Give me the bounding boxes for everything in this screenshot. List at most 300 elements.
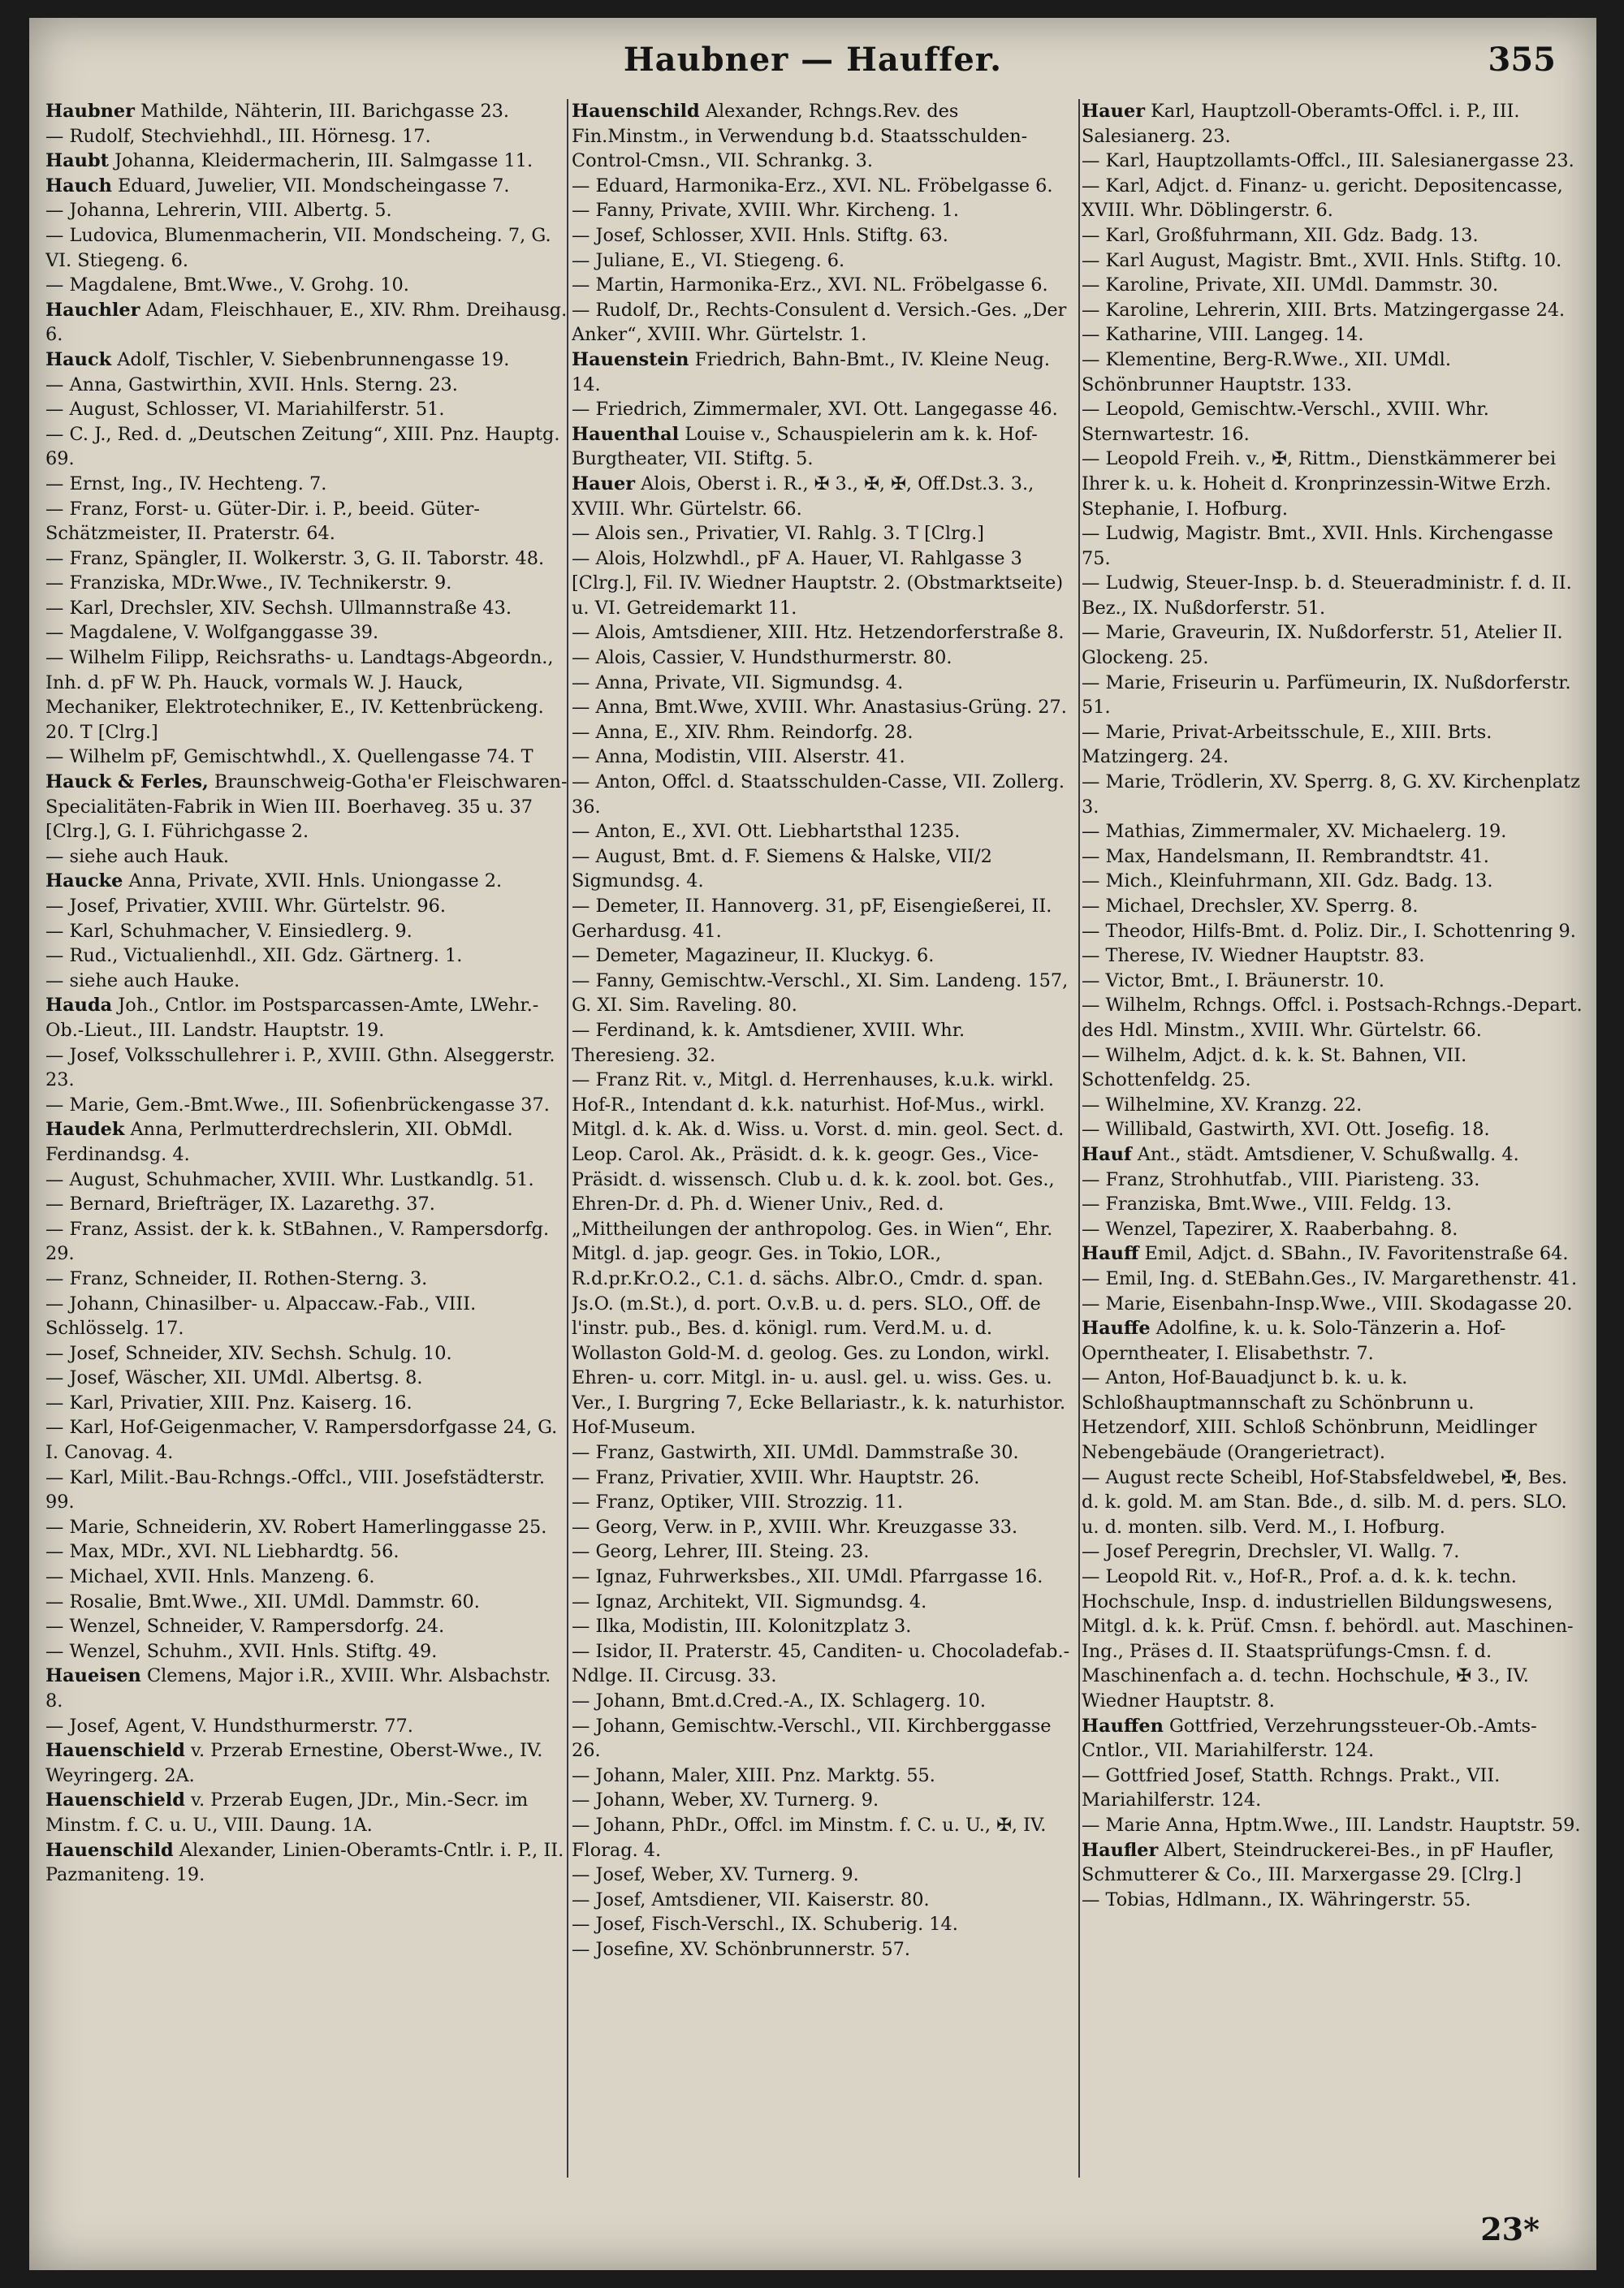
directory-entry: [1082, 1292, 1585, 1317]
entry-text: — Rudolf, Dr., Rechts-Consulent d. Versich.-Ges. „Der Anker“, XVIII. Whr. Gürtelstr. 1.: [572, 299, 1067, 346]
directory-entry: [45, 1614, 568, 1639]
entry-text: Joh., Cntlor. im Postsparcassen-Amte, LWehr.-Ob.-Lieut., III. Landstr. Hauptstr. 19.: [45, 995, 539, 1041]
entry-text: — Wilhelm, Rchngs. Offcl. i. Postsach-Rchngs.-Depart. des Hdl. Minstm., XVIII. Whr. Gürtelstr. 66.: [1082, 995, 1583, 1041]
entry-text: — Wilhelm, Adjct. d. k. k. St. Bahnen, VII. Schottenfeldg. 25.: [1082, 1044, 1467, 1091]
directory-entry: [572, 1466, 1077, 1491]
entry-text: Eduard, Juwelier, VII. Mondscheingasse 7.: [117, 175, 510, 196]
directory-entry: [572, 1714, 1077, 1763]
page-number: 355: [1488, 41, 1556, 79]
entry-surname: Hauenschild: [572, 101, 700, 122]
column-1: [45, 99, 568, 2194]
entry-text: — Michael, Drechsler, XV. Sperrg. 8.: [1082, 896, 1419, 917]
entry-text: — Alois sen., Privatier, VI. Rahlg. 3. T [Clrg.]: [572, 523, 984, 545]
entry-text: Adam, Fleischhauer, E., XIV. Rhm. Dreihausg. 6.: [45, 299, 568, 346]
directory-entry: [572, 1565, 1077, 1590]
entry-text: — Ilka, Modistin, III. Kolonitzplatz 3.: [572, 1616, 912, 1638]
entry-text: Adolf, Tischler, V. Siebenbrunnengasse 19.: [117, 348, 510, 370]
directory-entry: [45, 497, 568, 546]
entry-text: — Wenzel, Schuhm., XVII. Hnls. Stiftg. 49.: [45, 1640, 438, 1662]
directory-entry: [45, 397, 568, 422]
directory-entry: [45, 149, 568, 174]
directory-entry: [45, 571, 568, 596]
directory-entry: [572, 819, 1077, 844]
entry-surname: Hauenstein: [572, 348, 689, 370]
entry-surname: Hauck: [45, 348, 112, 370]
directory-entry: [572, 546, 1077, 621]
directory-entry: [45, 373, 568, 398]
directory-entry: [45, 1168, 568, 1193]
directory-entry: [1082, 174, 1585, 223]
entry-surname: Hauf: [1082, 1143, 1132, 1165]
directory-entry: [45, 1093, 568, 1118]
entry-text: — Karoline, Private, XII. UMdl. Dammstr. 30.: [1082, 274, 1499, 296]
entry-text: Anna, Private, XVII. Hnls. Uniongasse 2.: [128, 870, 503, 892]
entry-text: — siehe auch Hauk.: [45, 845, 230, 867]
directory-entry: [572, 645, 1077, 671]
entry-surname: Hauffen: [1082, 1715, 1164, 1737]
entry-text: — Magdalene, V. Wolfganggasse 39.: [45, 622, 379, 644]
entry-text: — Johann, Maler, XIII. Pnz. Marktg. 55.: [572, 1764, 935, 1786]
entry-surname: Haubner: [45, 101, 135, 122]
directory-entry: [572, 1689, 1077, 1714]
entry-text: Karl, Hauptzoll-Oberamts-Offcl. i. P., III. Salesianerg. 23.: [1082, 101, 1520, 147]
directory-entry: [1082, 969, 1585, 994]
entry-text: — Anna, Modistin, VIII. Alserstr. 41.: [572, 746, 905, 768]
directory-entry: [45, 969, 568, 994]
entry-text: — Wilhelm pF, Gemischtwhdl., X. Quellengasse 74. T: [45, 746, 533, 768]
entry-surname: Hauenschield: [45, 1789, 185, 1811]
entry-text: — Rud., Victualienhdl., XII. Gdz. Gärtnerg. 1.: [45, 945, 463, 967]
entry-text: — Josefine, XV. Schönbrunnerstr. 57.: [572, 1938, 911, 1960]
entry-text: — Leopold Rit. v., Hof-R., Prof. a. d. k. k. techn. Hochschule, Insp. d. industriellen Bildungswesens, Mitgl. d. k. k. Prüf. Cmsn. f. behördl. aut. Maschinen-Ing., Präses d. II. Staatsprüfungs-Cmsn. f. d. Maschinenfach a. d. techn. Hochschule, ✠ 3., IV. Wiedner Hauptstr. 8.: [1082, 1566, 1574, 1712]
entry-text: — Mich., Kleinfuhrmann, XII. Gdz. Badg. 13.: [1082, 870, 1493, 892]
directory-entry: [45, 894, 568, 919]
entry-surname: Hauffe: [1082, 1318, 1151, 1340]
entry-text: — Ignaz, Fuhrwerksbes., XII. UMdl. Pfarrgasse 16.: [572, 1566, 1043, 1588]
entry-text: — Marie, Gem.-Bmt.Wwe., III. Sofienbrückengasse 37.: [45, 1094, 550, 1116]
directory-entry: [572, 720, 1077, 745]
directory-entry: [45, 198, 568, 223]
directory-entry: [1082, 1217, 1585, 1242]
entry-text: — Johann, Gemischtw.-Verschl., VII. Kirchberggasse 26.: [572, 1715, 1052, 1762]
directory-entry: [45, 919, 568, 944]
entry-text: — Marie Anna, Hptm.Wwe., III. Landstr. Hauptstr. 59.: [1082, 1814, 1581, 1836]
entry-text: — Demeter, Magazineur, II. Kluckyg. 6.: [572, 945, 935, 967]
entry-surname: Haueisen: [45, 1665, 141, 1687]
entry-text: — Ludovica, Blumenmacherin, VII. Mondscheing. 7, G. VI. Stiegeng. 6.: [45, 224, 551, 271]
directory-entry: [45, 1539, 568, 1565]
directory-entry: [45, 1515, 568, 1540]
directory-entry: [45, 620, 568, 645]
entry-text: — Johann, Bmt.d.Cred.-A., IX. Schlagerg. 10.: [572, 1690, 986, 1712]
directory-entry: [1082, 1043, 1585, 1093]
directory-entry: [1082, 770, 1585, 819]
directory-entry: [1082, 1466, 1585, 1540]
entry-text: — Friedrich, Zimmermaler, XVI. Ott. Langegasse 46.: [572, 399, 1058, 421]
directory-entry: [45, 1341, 568, 1366]
directory-entry: [572, 1788, 1077, 1813]
directory-entry: [572, 844, 1077, 894]
entry-text: — Anna, Private, VII. Sigmundsg. 4.: [572, 671, 904, 693]
entry-text: — Therese, IV. Wiedner Hauptstr. 83.: [1082, 945, 1425, 967]
entry-surname: Hauck & Ferles,: [45, 771, 209, 793]
entry-surname: Hauenthal: [572, 423, 680, 445]
entry-text: — Josef, Volksschullehrer i. P., XVIII. Gthn. Alseggerstr. 23.: [45, 1044, 555, 1091]
directory-entry: [1082, 1366, 1585, 1465]
entry-surname: Haucke: [45, 870, 123, 892]
directory-entry: [45, 1738, 568, 1788]
directory-entry: [572, 298, 1077, 348]
entry-text: — Franz, Privatier, XVIII. Whr. Hauptstr. 26.: [572, 1466, 980, 1488]
directory-entry: [45, 1466, 568, 1515]
entry-text: — Josef, Schneider, XIV. Sechsh. Schulg. 10.: [45, 1342, 452, 1364]
entry-text: — Karl, Hauptzollamts-Offcl., III. Salesianergasse 23.: [1082, 150, 1574, 172]
directory-entry: [1082, 223, 1585, 248]
entry-text: — Anna, Gastwirthin, XVII. Hnls. Sterng. 23.: [45, 373, 458, 395]
entry-text: Alexander, Linien-Oberamts-Cntlr. i. P., II. Pazmaniteng. 19.: [45, 1839, 564, 1886]
entry-text: Ant., städt. Amtsdiener, V. Schußwallg. 4.: [1137, 1143, 1519, 1165]
entry-surname: Haufler: [1082, 1839, 1159, 1861]
entry-surname: Hauda: [45, 995, 113, 1017]
entry-text: — Marie, Trödlerin, XV. Sperrg. 8, G. XV. Kirchenplatz 3.: [1082, 771, 1580, 818]
directory-entry: [1082, 1093, 1585, 1118]
directory-entry: [572, 198, 1077, 223]
directory-entry: [45, 1217, 568, 1267]
entry-text: — Anton, Hof-Bauadjunct b. k. u. k. Schloßhauptmannschaft zu Schönbrunn u. Hetzendorf, XIII. Schloß Schönbrunn, Meidlinger Nebengebäude (Orangerietract).: [1082, 1367, 1537, 1464]
directory-entry: [572, 1863, 1077, 1888]
entry-text: — Demeter, II. Hannoverg. 31, pF, Eisengießerei, II. Gerhardusg. 41.: [572, 896, 1052, 942]
entry-text: Emil, Adjct. d. SBahn., IV. Favoritenstraße 64.: [1144, 1243, 1569, 1265]
entry-text: — Wenzel, Schneider, V. Rampersdorfg. 24.: [45, 1616, 445, 1638]
directory-entry: [45, 174, 568, 199]
directory-entry: [572, 969, 1077, 1018]
entry-text: — Theodor, Hilfs-Bmt. d. Poliz. Dir., I. Schottenring 9.: [1082, 920, 1576, 942]
directory-entry: [572, 894, 1077, 943]
column-3: [1082, 99, 1585, 2194]
directory-entry: [572, 422, 1077, 472]
entry-text: — Ferdinand, k. k. Amtsdiener, XVIII. Whr. Theresieng. 32.: [572, 1019, 965, 1066]
entry-text: — Klementine, Berg-R.Wwe., XII. UMdl. Schönbrunner Hauptstr. 133.: [1082, 348, 1451, 395]
entry-text: — Franziska, MDr.Wwe., IV. Technikerstr. 9.: [45, 572, 452, 594]
entry-text: — Josef, Fisch-Verschl., IX. Schuberig. 14.: [572, 1914, 958, 1936]
entry-text: — Max, Handelsmann, II. Rembrandtstr. 41.: [1082, 845, 1489, 867]
column-divider: [1078, 99, 1080, 2178]
entry-text: — Anna, E., XIV. Rhm. Reindorfg. 28.: [572, 721, 914, 743]
directory-entry: [45, 993, 568, 1043]
entry-text: — Martin, Harmonika-Erz., XVI. NL. Fröbelgasse 6.: [572, 274, 1048, 296]
entry-text: — Josef, Amtsdiener, VII. Kaiserstr. 80.: [572, 1889, 930, 1910]
entry-text: — Marie, Friseurin u. Parfümeurin, IX. Nußdorferstr. 51.: [1082, 671, 1571, 719]
entry-text: — Alois, Amtsdiener, XIII. Htz. Hetzendorferstraße 8.: [572, 622, 1065, 644]
entry-text: — Anna, Bmt.Wwe, XVIII. Whr. Anastasius-Grüng. 27.: [572, 697, 1067, 719]
entry-surname: Hauenschild: [45, 1839, 174, 1861]
entry-text: — Karl, Milit.-Bau-Rchngs.-Offcl., VIII. Josefstädterstr. 99.: [45, 1466, 546, 1513]
entry-text: — Katharine, VIII. Langeg. 14.: [1082, 324, 1364, 346]
entry-text: Louise v., Schauspielerin am k. k. Hof-Burgtheater, VII. Stiftg. 5.: [572, 423, 1038, 470]
directory-entry: [572, 745, 1077, 770]
entry-text: — Johann, Weber, XV. Turnerg. 9.: [572, 1789, 879, 1811]
entry-text: Johanna, Kleidermacherin, III. Salmgasse 11.: [114, 150, 533, 172]
entry-text: — Karl, Schuhmacher, V. Einsiedlerg. 9.: [45, 920, 412, 942]
directory-entry: [45, 844, 568, 870]
directory-entry: [572, 397, 1077, 422]
running-head: [29, 41, 1596, 89]
entry-text: v. Przerab Ernestine, Oberst-Wwe., IV. Weyringerg. 2A.: [45, 1740, 543, 1786]
entry-text: Braunschweig-Gotha'er Fleischwaren-Specialitäten-Fabrik in Wien III. Boerhaveg. 35 u. 37 [Clrg.], G. I. Führichgasse 2.: [45, 771, 568, 843]
signature-mark: 23*: [1480, 2211, 1540, 2247]
directory-entry: [572, 99, 1077, 174]
directory-entry: [572, 248, 1077, 274]
directory-entry: [1082, 571, 1585, 620]
directory-entry: [45, 223, 568, 273]
directory-entry: [45, 422, 568, 472]
entry-text: — Franz, Assist. der k. k. StBahnen., V. Rampersdorfg. 29.: [45, 1218, 550, 1265]
directory-entry: [1082, 943, 1585, 969]
entry-text: — Johann, Chinasilber- u. Alpaccaw.-Fab., VIII. Schlösselg. 17.: [45, 1293, 477, 1340]
entry-surname: Hauenschield: [45, 1740, 185, 1762]
entry-text: — August, Bmt. d. F. Siemens & Halske, VII/2 Sigmundsg. 4.: [572, 845, 992, 892]
entry-text: — Josef, Wäscher, XII. UMdl. Albertsg. 8.: [45, 1367, 423, 1389]
directory-entry: [572, 1018, 1077, 1068]
entry-text: — Johann, PhDr., Offcl. im Minstm. f. C. u. U., ✠, IV. Florag. 4.: [572, 1814, 1047, 1861]
directory-entry: [572, 1763, 1077, 1789]
directory-entry: [45, 770, 568, 844]
directory-entry: [572, 1813, 1077, 1863]
directory-entry: [572, 1639, 1077, 1689]
entry-text: Alexander, Rchngs.Rev. des Fin.Minstm., in Verwendung b.d. Staatsschulden-Control-Cmsn., VII. Schrankg. 3.: [572, 101, 1028, 172]
directory-entry: [1082, 720, 1585, 770]
entry-text: Anna, Perlmutterdrechslerin, XII. ObMdl. Ferdinandsg. 4.: [45, 1119, 513, 1165]
directory-entry: [1082, 919, 1585, 944]
directory-entry: [572, 1440, 1077, 1466]
directory-entry: [572, 521, 1077, 546]
entry-text: — Fanny, Private, XVIII. Whr. Kircheng. 1.: [572, 200, 959, 222]
directory-entry: [572, 348, 1077, 397]
directory-entry: [45, 1267, 568, 1292]
entry-text: — Isidor, II. Praterstr. 45, Canditen- u. Chocoladefab.-Ndlge. II. Circusg. 33.: [572, 1640, 1070, 1687]
directory-entry: [45, 1838, 568, 1888]
entry-text: — Karl, Großfuhrmann, XII. Gdz. Badg. 13.: [1082, 224, 1479, 246]
directory-entry: [1082, 1142, 1585, 1168]
directory-entry: [45, 273, 568, 298]
entry-text: — Wenzel, Tapezirer, X. Raaberbahng. 8.: [1082, 1218, 1458, 1240]
entry-text: — Josef, Weber, XV. Turnerg. 9.: [572, 1864, 859, 1886]
entry-text: — Willibald, Gastwirth, XVI. Ott. Josefig. 18.: [1082, 1119, 1490, 1141]
entry-surname: Haudek: [45, 1119, 125, 1141]
entry-text: — Ernst, Ing., IV. Hechteng. 7.: [45, 473, 327, 494]
directory-entry: [1082, 894, 1585, 919]
entry-surname: Hauchler: [45, 299, 140, 321]
entry-text: — Marie, Privat-Arbeitsschule, E., XIII. Brts. Matzingerg. 24.: [1082, 721, 1492, 768]
directory-entry: [1082, 1168, 1585, 1193]
entry-text: — Josef Peregrin, Drechsler, VI. Wallg. 7.: [1082, 1541, 1460, 1563]
entry-text: — Magdalene, Bmt.Wwe., V. Grohg. 10.: [45, 274, 409, 296]
entry-text: — Anton, E., XVI. Ott. Liebhartsthal 1235.: [572, 821, 961, 843]
directory-entry: [1082, 671, 1585, 720]
directory-entry: [1082, 620, 1585, 670]
directory-entry: [572, 1912, 1077, 1937]
entry-text: — Mathias, Zimmermaler, XV. Michaelerg. 19.: [1082, 821, 1507, 843]
entry-text: — Tobias, Hdlmann., IX. Währingerstr. 55.: [1082, 1889, 1471, 1910]
directory-page: [29, 18, 1596, 2270]
directory-entry: [45, 596, 568, 621]
directory-entry: [572, 943, 1077, 969]
directory-entry: [45, 1639, 568, 1664]
entry-text: — Franz Rit. v., Mitgl. d. Herrenhauses, k.u.k. wirkl. Hof-R., Intendant d. k.k. naturhist. Hof-Mus., wirkl. Mitgl. d. k. Ak. d. Wiss. u. Vorst. d. min. geol. Sect. d. Leop. Carol. Ak., Präsidt. d. k. k. geogr. Ges., Vice-Präsidt. d. wissensch. Club u. d. k. k. zool. bot. Ges., Ehren-Dr. d. Ph. d. Wiener Univ., Red. d. „Mittheilungen der anthropolog. Ges. in Wien“, Ehr. Mitgl. d. jap. geogr. Ges. in Tokio, LOR., R.d.pr.Kr.O.2., C.1. d. sächs. Albr.O., Cmdr. d. span. Js.O. (m.St.), d. port. O.v.B. u. d. pers. SLO., Off. de l'instr. pub., Bes. d. königl. rum. Verd.M. u. d. Wollaston Gold-M. d. geolog. Ges. zu London, wirkl. Ehren- u. corr. Mitgl. in- u. ausl. gel. u. wiss. Ges. u. Ver., I. Burgring 7, Ecke Bellariastr., k. k. naturhistor. Hof-Museum.: [572, 1069, 1066, 1439]
entry-text: Albert, Steindruckerei-Bes., in pF Haufler, Schmutterer & Co., III. Marxergasse 29. [Clrg.]: [1082, 1839, 1554, 1886]
entry-text: — Karl, Adjct. d. Finanz- u. gericht. Depositencasse, XVIII. Whr. Döblingerstr. 6.: [1082, 175, 1563, 222]
directory-entry: [45, 869, 568, 894]
entry-text: Mathilde, Nähterin, III. Barichgasse 23.: [140, 101, 510, 122]
directory-entry: [45, 1043, 568, 1093]
directory-entry: [45, 298, 568, 348]
entry-text: — Johanna, Lehrerin, VIII. Albertg. 5.: [45, 200, 392, 222]
entry-text: — Marie, Schneiderin, XV. Robert Hamerlinggasse 25.: [45, 1516, 547, 1538]
directory-entry: [572, 273, 1077, 298]
entry-surname: Hauer: [572, 473, 635, 494]
entry-text: — Josef, Agent, V. Hundsthurmerstr. 77.: [45, 1715, 413, 1737]
directory-entry: [1082, 993, 1585, 1043]
directory-entry: [1082, 521, 1585, 571]
entry-text: — Josef, Schlosser, XVII. Hnls. Stiftg. 63.: [572, 224, 948, 246]
entry-surname: Hauff: [1082, 1243, 1139, 1265]
entry-text: — Karl, Privatier, XIII. Pnz. Kaiserg. 16.: [45, 1392, 412, 1414]
directory-entry: [45, 745, 568, 770]
directory-entry: [1082, 1539, 1585, 1565]
directory-entry: [1082, 447, 1585, 521]
entry-text: — Alois, Holzwhdl., pF A. Hauer, VI. Rahlgasse 3 [Clrg.], Fil. IV. Wiedner Hauptstr. 2. (Obstmarktseite) u. VI. Getreidemarkt 11.: [572, 547, 1064, 619]
directory-entry: [1082, 1763, 1585, 1813]
entry-text: — Georg, Lehrer, III. Steing. 23.: [572, 1541, 870, 1563]
entry-text: — Alois, Cassier, V. Hundsthurmerstr. 80.: [572, 647, 952, 669]
directory-entry: [45, 1664, 568, 1713]
entry-text: — C. J., Red. d. „Deutschen Zeitung“, XIII. Pnz. Hauptg. 69.: [45, 423, 560, 470]
entry-text: — Ludwig, Magistr. Bmt., XVII. Hnls. Kirchengasse 75.: [1082, 523, 1553, 569]
entry-text: — Rosalie, Bmt.Wwe., XII. UMdl. Dammstr. 60.: [45, 1591, 480, 1612]
directory-entry: [1082, 348, 1585, 397]
entry-surname: Hauch: [45, 175, 112, 196]
entry-text: — August recte Scheibl, Hof-Stabsfeldwebel, ✠, Bes. d. k. gold. M. am Stan. Bde., d. silb. M. d. pers. SLO. u. d. monten. silb. Verd. M., I. Hofburg.: [1082, 1466, 1568, 1538]
entry-text: — Leopold, Gemischtw.-Verschl., XVIII. Whr. Sternwartestr. 16.: [1082, 399, 1489, 445]
entry-text: Gottfried, Verzehrungssteuer-Ob.-Amts-Cntlor., VII. Mariahilferstr. 124.: [1082, 1715, 1537, 1762]
directory-entry: [572, 1539, 1077, 1565]
entry-text: — Josef, Privatier, XVIII. Whr. Gürtelstr. 96.: [45, 896, 447, 917]
directory-entry: [45, 1391, 568, 1416]
directory-entry: [1082, 1838, 1585, 1888]
entry-text: — Rudolf, Stechviehhdl., III. Hörnesg. 17.: [45, 125, 431, 147]
entry-text: — Emil, Ing. d. StEBahn.Ges., IV. Margarethenstr. 41.: [1082, 1267, 1578, 1289]
directory-entry: [1082, 1192, 1585, 1217]
directory-entry: [1082, 869, 1585, 894]
directory-entry: [1082, 397, 1585, 447]
directory-entry: [572, 620, 1077, 645]
entry-text: — Franz, Schneider, II. Rothen-Sterng. 3.: [45, 1267, 428, 1289]
entry-text: — Franz, Strohhutfab., VIII. Piaristeng. 33.: [1082, 1168, 1480, 1190]
entry-text: — Fanny, Gemischtw.-Verschl., XI. Sim. Landeng. 157, G. XI. Sim. Raveling. 80.: [572, 969, 1069, 1017]
entry-text: Friedrich, Bahn-Bmt., IV. Kleine Neug. 14.: [572, 348, 1051, 395]
directory-entry: [45, 1117, 568, 1167]
directory-entry: [572, 472, 1077, 521]
directory-entry: [45, 546, 568, 572]
directory-entry: [45, 348, 568, 373]
entry-text: Clemens, Major i.R., XVIII. Whr. Alsbachstr. 8.: [45, 1665, 551, 1712]
entry-text: — Karl August, Magistr. Bmt., XVII. Hnls. Stiftg. 10.: [1082, 249, 1562, 271]
directory-entry: [1082, 1565, 1585, 1714]
entry-text: — Ludwig, Steuer-Insp. b. d. Steueradministr. f. d. II. Bez., IX. Nußdorferstr. 51.: [1082, 572, 1572, 619]
directory-entry: [45, 472, 568, 497]
directory-entry: [1082, 819, 1585, 844]
directory-entry: [45, 1366, 568, 1391]
directory-entry: [572, 223, 1077, 248]
directory-entry: [572, 1614, 1077, 1639]
entry-text: — Wilhelm Filipp, Reichsraths- u. Landtags-Abgeordn., Inh. d. pF W. Ph. Hauck, vormals W. J. Hauck, Mechaniker, Elektrotechniker, E., IV. Kettenbrückeng. 20. T [Clrg.]: [45, 647, 554, 743]
entry-text: — Max, MDr., XVI. NL Liebhardtg. 56.: [45, 1541, 400, 1563]
directory-entry: [45, 943, 568, 969]
directory-entry: [45, 1415, 568, 1465]
directory-entry: [1082, 1241, 1585, 1267]
directory-entry: [45, 1788, 568, 1837]
directory-entry: [45, 1565, 568, 1590]
entry-text: — Bernard, Briefträger, IX. Lazarethg. 37.: [45, 1194, 435, 1215]
directory-entry: [1082, 322, 1585, 348]
directory-entry: [572, 174, 1077, 199]
directory-entry: [45, 1590, 568, 1615]
directory-entry: [1082, 1267, 1585, 1292]
entry-text: — Georg, Verw. in P., XVIII. Whr. Kreuzgasse 33.: [572, 1516, 1018, 1538]
directory-entry: [572, 1937, 1077, 1962]
directory-entry: [1082, 1117, 1585, 1142]
directory-entry: [45, 124, 568, 149]
entry-text: — Franz, Spängler, II. Wolkerstr. 3, G. II. Taborstr. 48.: [45, 547, 545, 569]
entry-text: — August, Schuhmacher, XVIII. Whr. Lustkandlg. 51.: [45, 1168, 534, 1190]
directory-entry: [572, 1590, 1077, 1615]
directory-entry: [572, 1068, 1077, 1440]
entry-text: — Karoline, Lehrerin, XIII. Brts. Matzingergasse 24.: [1082, 299, 1566, 321]
directory-entry: [1082, 1888, 1585, 1913]
entry-surname: Haubt: [45, 150, 109, 172]
entry-text: — Marie, Eisenbahn-Insp.Wwe., VIII. Skodagasse 20.: [1082, 1293, 1573, 1315]
entry-text: — Michael, XVII. Hnls. Manzeng. 6.: [45, 1566, 375, 1588]
directory-entry: [1082, 149, 1585, 174]
directory-entry: [572, 671, 1077, 696]
entry-text: Alois, Oberst i. R., ✠ 3., ✠, ✠, Off.Dst.3. 3., XVIII. Whr. Gürtelstr. 66.: [572, 473, 1034, 520]
entry-text: — August, Schlosser, VI. Mariahilferstr. 51.: [45, 399, 445, 421]
entry-text: — Franz, Gastwirth, XII. UMdl. Dammstraße 30.: [572, 1442, 1019, 1464]
directory-entry: [45, 99, 568, 124]
entry-surname: Hauer: [1082, 101, 1145, 122]
entry-text: — Victor, Bmt., I. Bräunerstr. 10.: [1082, 969, 1384, 991]
entry-text: — Leopold Freih. v., ✠, Rittm., Dienstkämmerer bei Ihrer k. u. k. Hoheit d. Kronprinzessin-Witwe Erzh. Stephanie, I. Hofburg.: [1082, 448, 1557, 520]
directory-entry: [572, 695, 1077, 720]
entry-text: — Marie, Graveurin, IX. Nußdorferstr. 51, Atelier II. Glockeng. 25.: [1082, 622, 1563, 669]
directory-entry: [45, 1714, 568, 1739]
column-2: [572, 99, 1077, 2194]
directory-entry: [572, 770, 1077, 819]
directory-entry: [45, 1292, 568, 1341]
directory-entry: [1082, 248, 1585, 274]
entry-text: — Karl, Drechsler, XIV. Sechsh. Ullmannstraße 43.: [45, 597, 512, 619]
entry-text: — Franz, Forst- u. Güter-Dir. i. P., beeid. Güter-Schätzmeister, II. Praterstr. 64.: [45, 498, 480, 545]
entry-text: — siehe auch Hauke.: [45, 969, 240, 991]
entry-text: — Ignaz, Architekt, VII. Sigmundsg. 4.: [572, 1591, 927, 1612]
entry-text: — Karl, Hof-Geigenmacher, V. Rampersdorfgasse 24, G. I. Canovag. 4.: [45, 1417, 558, 1464]
directory-entry: [1082, 1714, 1585, 1763]
entry-text: — Wilhelmine, XV. Kranzg. 22.: [1082, 1094, 1363, 1116]
directory-entry: [1082, 1316, 1585, 1366]
directory-entry: [1082, 273, 1585, 298]
directory-entry: [45, 1192, 568, 1217]
directory-entry: [1082, 298, 1585, 323]
